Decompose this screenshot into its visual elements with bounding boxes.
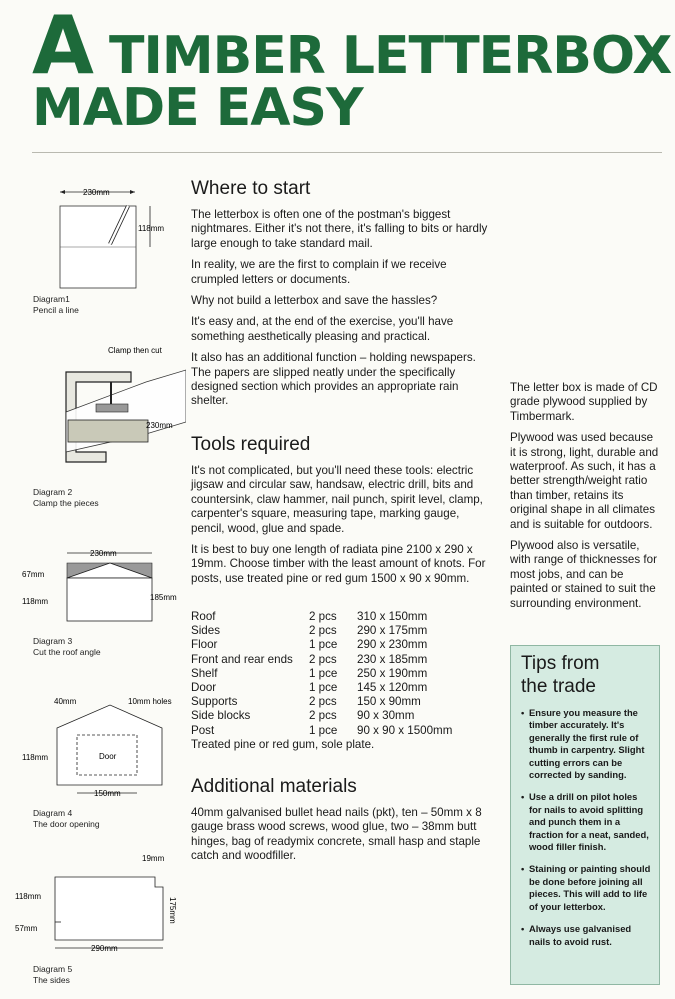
wts-paragraph: It's easy and, at the end of the exercise, you'll have something aesthetically pleasing and practical. [191, 315, 454, 343]
d3-dim-118: 118mm [22, 597, 49, 606]
part-qty: 1 pce [309, 723, 338, 737]
part-size: 310 x 150mm [357, 610, 428, 623]
part-size: 250 x 190mm [357, 666, 428, 680]
sidebar-paragraph: Plywood also is versatile, with range of thicknesses for most jobs, and can be painted or stained to suit the surrounding environment. [510, 539, 657, 610]
tools-paragraph: It's not complicated, but you'll need these tools: electric jigsaw and circular saw, handsaw, electric drill, bits and countersink, claw hammer, nail punch, spirit level, clamp, carpenter's square, measuring tape, marking gauge, pencil, wood, glue and spade. [191, 464, 483, 535]
part-qty: 2 pcs [309, 610, 337, 623]
sidebar-paragraph: Plywood was used because it is strong, light, durable and waterproof. As such, it has a better strength/weight ratio than timber, retains its original shape in all climates and is suitable for outdoors. [510, 431, 659, 531]
tools-body [191, 464, 496, 593]
part-size: 230 x 185mm [357, 652, 428, 666]
diagram-2-label: Diagram 2 [33, 487, 73, 497]
tips-box [510, 645, 660, 985]
parts-note: Treated pine or red gum, sole plate. [191, 738, 375, 751]
diagram-3-text: Cut the roof angle [33, 647, 101, 657]
d3-dim-67: 67mm [22, 570, 45, 579]
diagram-5-figure [15, 852, 185, 957]
tools-paragraph: It is best to buy one length of radiata pine 2100 x 290 x 19mm. Choose timber with the least amount of knots. For posts, use treated pine or red gum 1500 x 90 x 90mm. [191, 543, 486, 585]
title-line-1: TIMBER LETTERBOX [91, 26, 672, 86]
diagram-3-label: Diagram 3 [33, 636, 73, 646]
d5-dim-57: 57mm [15, 924, 38, 933]
diagram-3-figure [22, 543, 182, 633]
d4-dim-holes: 10mm holes [128, 697, 172, 706]
part-qty: 2 pcs [309, 695, 337, 709]
table-row [191, 667, 487, 681]
d5-dim-175: 175mm [168, 897, 177, 924]
wts-paragraph: The letterbox is often one of the postman's biggest nightmares. Either it's not there, it's falling to bits or hardly large enough to take standard mail. [191, 208, 488, 250]
d4-dim-40: 40mm [54, 697, 77, 706]
title-divider [32, 152, 662, 153]
part-qty: 2 pcs [309, 624, 337, 638]
tip-item: • Use a drill on pilot holes for nails to avoid splitting and punch them in a fraction for a neat, sanded, wood filler finish. [521, 791, 651, 853]
table-row [191, 610, 487, 624]
table-row [191, 709, 487, 723]
where-to-start-body [191, 208, 496, 416]
part-qty: 2 pcs [309, 652, 337, 666]
part-size: 290 x 230mm [357, 638, 428, 652]
sidebar-paragraph: The letter box is made of CD grade plywood supplied by Timbermark. [510, 381, 658, 423]
d1-dim-width: 230mm [83, 188, 110, 197]
d2-label-clamp: Clamp then cut [108, 346, 162, 355]
title-line-2: MADE EASY [32, 78, 363, 138]
table-row [191, 638, 487, 652]
table-row [191, 724, 487, 738]
diagram-5-text: The sides [33, 975, 70, 985]
d5-dim-290: 290mm [91, 944, 118, 953]
part-name: Floor [191, 638, 218, 652]
diagram-1-label: Diagram1 [33, 294, 70, 304]
part-name: Front and rear ends [191, 652, 293, 666]
part-size: 145 x 120mm [357, 681, 428, 695]
table-row [191, 653, 487, 667]
d3-dim-185: 185mm [150, 593, 177, 602]
part-name: Supports [191, 695, 238, 709]
title-drop-letter: A [32, 0, 92, 92]
part-name: Shelf [191, 666, 218, 680]
part-size: 90 x 30mm [357, 709, 415, 723]
part-qty: 1 pce [309, 638, 338, 652]
table-row [191, 695, 487, 709]
diagram-1-text: Pencil a line [33, 305, 79, 315]
d5-dim-19: 19mm [142, 854, 165, 863]
part-qty: 2 pcs [309, 709, 337, 723]
part-qty: 1 pce [309, 681, 338, 695]
d5-dim-118: 118mm [15, 892, 42, 901]
d2-dim-length: 230mm [146, 421, 173, 430]
diagram-1-caption [33, 294, 79, 316]
table-row [191, 681, 487, 695]
d4-dim-150: 150mm [94, 789, 121, 798]
diagram-4-caption [33, 808, 100, 830]
d4-dim-118: 118mm [22, 753, 49, 762]
plywood-sidebar [510, 381, 662, 618]
tip-item: • Staining or painting should be done before joining all pieces. This will add to life of your letterbox. [521, 863, 651, 913]
additional-heading: Additional materials [191, 776, 357, 797]
diagram-4-figure [22, 693, 192, 803]
table-row [191, 624, 487, 638]
part-size: 150 x 90mm [357, 695, 421, 709]
wts-paragraph: It also has an additional function – holding newspapers. The papers are slipped neatly under the specifically designed section which provides an appropriate rain shelter. [191, 351, 476, 408]
d1-dim-height: 118mm [138, 224, 165, 233]
d3-dim-width: 230mm [90, 549, 117, 558]
tips-heading-line-1: Tips from [521, 653, 600, 674]
tips-heading [521, 652, 651, 698]
diagram-5-label: Diagram 5 [33, 964, 73, 974]
tools-heading: Tools required [191, 434, 311, 455]
part-name: Post [191, 723, 215, 737]
tip-item: • Ensure you measure the timber accurately. It's generally the first rule of thumb in carpentry. Slight cutting errors can be corrected by sanding. [521, 707, 651, 781]
diagram-3-caption [33, 636, 101, 658]
part-size: 290 x 175mm [357, 624, 428, 638]
tips-heading-line-2: the trade [521, 676, 596, 697]
diagram-2-caption [33, 487, 99, 509]
part-name: Door [191, 681, 217, 695]
d4-door-label: Door [99, 752, 117, 761]
page-title [32, 0, 672, 138]
diagram-2-text: Clamp the pieces [33, 498, 99, 508]
where-to-start-heading: Where to start [191, 178, 311, 199]
diagram-4-text: The door opening [33, 819, 100, 829]
diagram-2-figure [36, 342, 186, 482]
part-name: Sides [191, 624, 221, 638]
parts-table [191, 610, 487, 738]
tips-list [521, 707, 651, 948]
wts-paragraph: Why not build a letterbox and save the hassles? [191, 294, 438, 308]
wts-paragraph: In reality, we are the first to complain if we receive crumpled letters or documents. [191, 258, 447, 286]
diagram-5-caption [33, 964, 72, 986]
part-name: Side blocks [191, 709, 251, 723]
tip-item: • Always use galvanised nails to avoid rust. [521, 923, 651, 948]
part-qty: 1 pce [309, 666, 338, 680]
diagram-4-label: Diagram 4 [33, 808, 73, 818]
part-name: Roof [191, 610, 216, 623]
part-size: 90 x 90 x 1500mm [357, 723, 453, 737]
diagram-1-figure [40, 182, 170, 292]
additional-body: 40mm galvanised bullet head nails (pkt), ten – 50mm x 8 gauge brass wood screws, wood glue, two – 38mm butt hinges, bag of readymix concrete, small hasp and staple catch and woodfiller. [191, 806, 482, 863]
